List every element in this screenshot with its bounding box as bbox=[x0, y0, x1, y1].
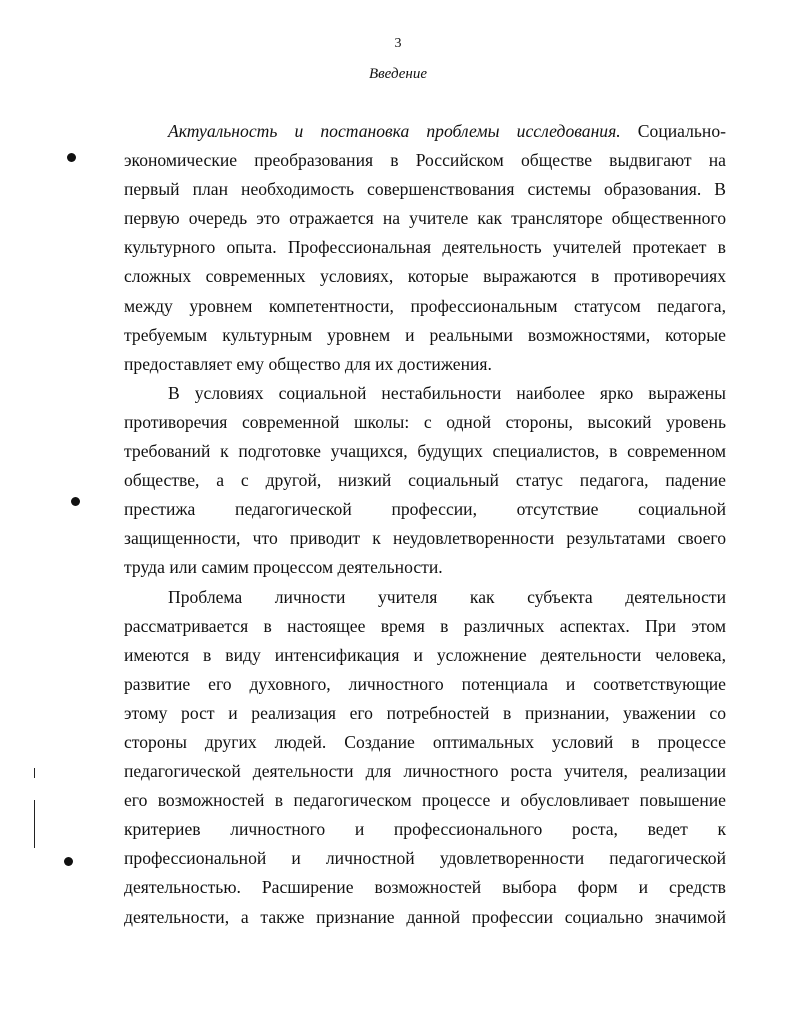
text-line: культурного опыта. Профессиональная деятельность учителей протекает в bbox=[124, 237, 726, 258]
body-text bbox=[124, 117, 726, 932]
text-line: педагогической деятельности для личностного роста учителя, реализации bbox=[124, 761, 726, 782]
text-line: требуемым культурным уровнем и реальными возможностями, которые bbox=[124, 324, 726, 345]
italic-lead: Актуальность и постановка проблемы исследования. bbox=[168, 121, 621, 141]
text-line: требований к подготовке учащихся, будущих специалистов, в современном bbox=[124, 441, 726, 462]
page-number: 3 bbox=[394, 36, 402, 51]
text-line: развитие его духовного, личностного потенциала и соответствующие bbox=[124, 673, 726, 694]
text-line: предоставляет ему общество для их достижения. bbox=[124, 353, 492, 374]
margin-bullet-mark bbox=[64, 857, 73, 866]
text-line: деятельности, а также признание данной профессии социально значимой bbox=[124, 906, 726, 927]
margin-rule-mark bbox=[34, 800, 35, 848]
margin-bullet-mark bbox=[71, 497, 80, 506]
text-line: критериев личностного и профессионального роста, ведет к bbox=[124, 819, 726, 840]
text-line: имеются в виду интенсификация и усложнение деятельности человека, bbox=[124, 644, 726, 665]
text-line: Проблема личности учителя как субъекта деятельности bbox=[168, 586, 726, 607]
paragraph bbox=[124, 117, 726, 379]
paragraph bbox=[124, 379, 726, 583]
text-line: профессиональной и личностной удовлетворенности педагогической bbox=[124, 848, 726, 869]
text-line: престижа педагогической профессии, отсутствие социальной bbox=[124, 499, 726, 520]
text-line: стороны других людей. Создание оптимальных условий в процессе bbox=[124, 731, 726, 752]
text-line: экономические преобразования в Российском обществе выдвигают на bbox=[124, 150, 726, 171]
text-line bbox=[124, 117, 726, 146]
text-line: рассматривается в настоящее время в различных аспектах. При этом bbox=[124, 615, 726, 636]
text-line: сложных современных условиях, которые выражаются в противоречиях bbox=[124, 266, 726, 287]
section-heading: Введение bbox=[369, 66, 427, 82]
text-line: противоречия современной школы: с одной стороны, высокий уровень bbox=[124, 411, 726, 432]
text-line: труда или самим процессом деятельности. bbox=[124, 557, 443, 578]
text-fragment: Социально- bbox=[620, 121, 726, 141]
text-line: этому рост и реализация его потребностей в признании, уважении со bbox=[124, 702, 726, 723]
margin-bullet-mark bbox=[67, 153, 76, 162]
text-line: между уровнем компетентности, профессиональным статусом педагога, bbox=[124, 295, 726, 316]
text-line: первую очередь это отражается на учителе как трансляторе общественного bbox=[124, 208, 726, 229]
text-line: защищенности, что приводит к неудовлетворенности результатами своего bbox=[124, 528, 726, 549]
text-line: обществе, а с другой, низкий социальный статус педагога, падение bbox=[124, 470, 726, 491]
text-line: первый план необходимость совершенствования системы образования. В bbox=[124, 179, 726, 200]
paragraph bbox=[124, 583, 726, 932]
text-line: деятельностью. Расширение возможностей выбора форм и средств bbox=[124, 877, 726, 898]
text-line: его возможностей в педагогическом процессе и обусловливает повышение bbox=[124, 790, 726, 811]
margin-rule-mark bbox=[34, 768, 35, 778]
text-line: В условиях социальной нестабильности наиболее ярко выражены bbox=[168, 382, 726, 403]
